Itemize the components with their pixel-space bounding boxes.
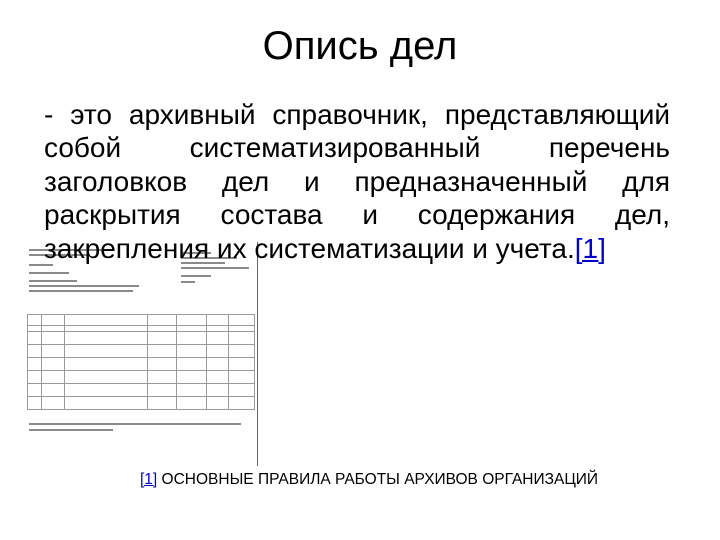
table-row — [28, 345, 255, 358]
footnote — [140, 470, 598, 490]
doc-footer-line — [29, 429, 113, 431]
table-row — [28, 371, 255, 384]
definition-body: - это архивный справочник, представляющий собой систематизированный перечень заголовков дел и предназначенный для раскрытия состава и содержания дел, закрепления их систематизации и учета. — [44, 99, 670, 264]
doc-approval-line — [181, 267, 249, 269]
doc-table-header — [28, 315, 255, 326]
slide-title: Опись дел — [262, 24, 458, 68]
doc-footer-line — [29, 423, 241, 425]
footnote-reference-link[interactable]: [1] — [574, 232, 606, 264]
footnote-mark-link[interactable]: [1] — [140, 471, 158, 488]
doc-approval-line — [181, 275, 211, 277]
table-row — [28, 332, 255, 345]
doc-header-line — [29, 272, 69, 274]
footnote-text: ОСНОВНЫЕ ПРАВИЛА РАБОТЫ АРХИВОВ ОРГАНИЗАЦИЙ — [161, 471, 599, 488]
doc-header-line — [29, 285, 139, 287]
doc-approval-line — [181, 281, 195, 283]
table-row — [28, 384, 255, 397]
table-row — [28, 358, 255, 371]
table-row — [28, 397, 255, 410]
definition-text — [44, 98, 670, 265]
doc-header-line — [29, 290, 133, 292]
inventory-document-image — [25, 242, 258, 466]
doc-header-line — [29, 280, 77, 282]
doc-table — [27, 314, 255, 410]
